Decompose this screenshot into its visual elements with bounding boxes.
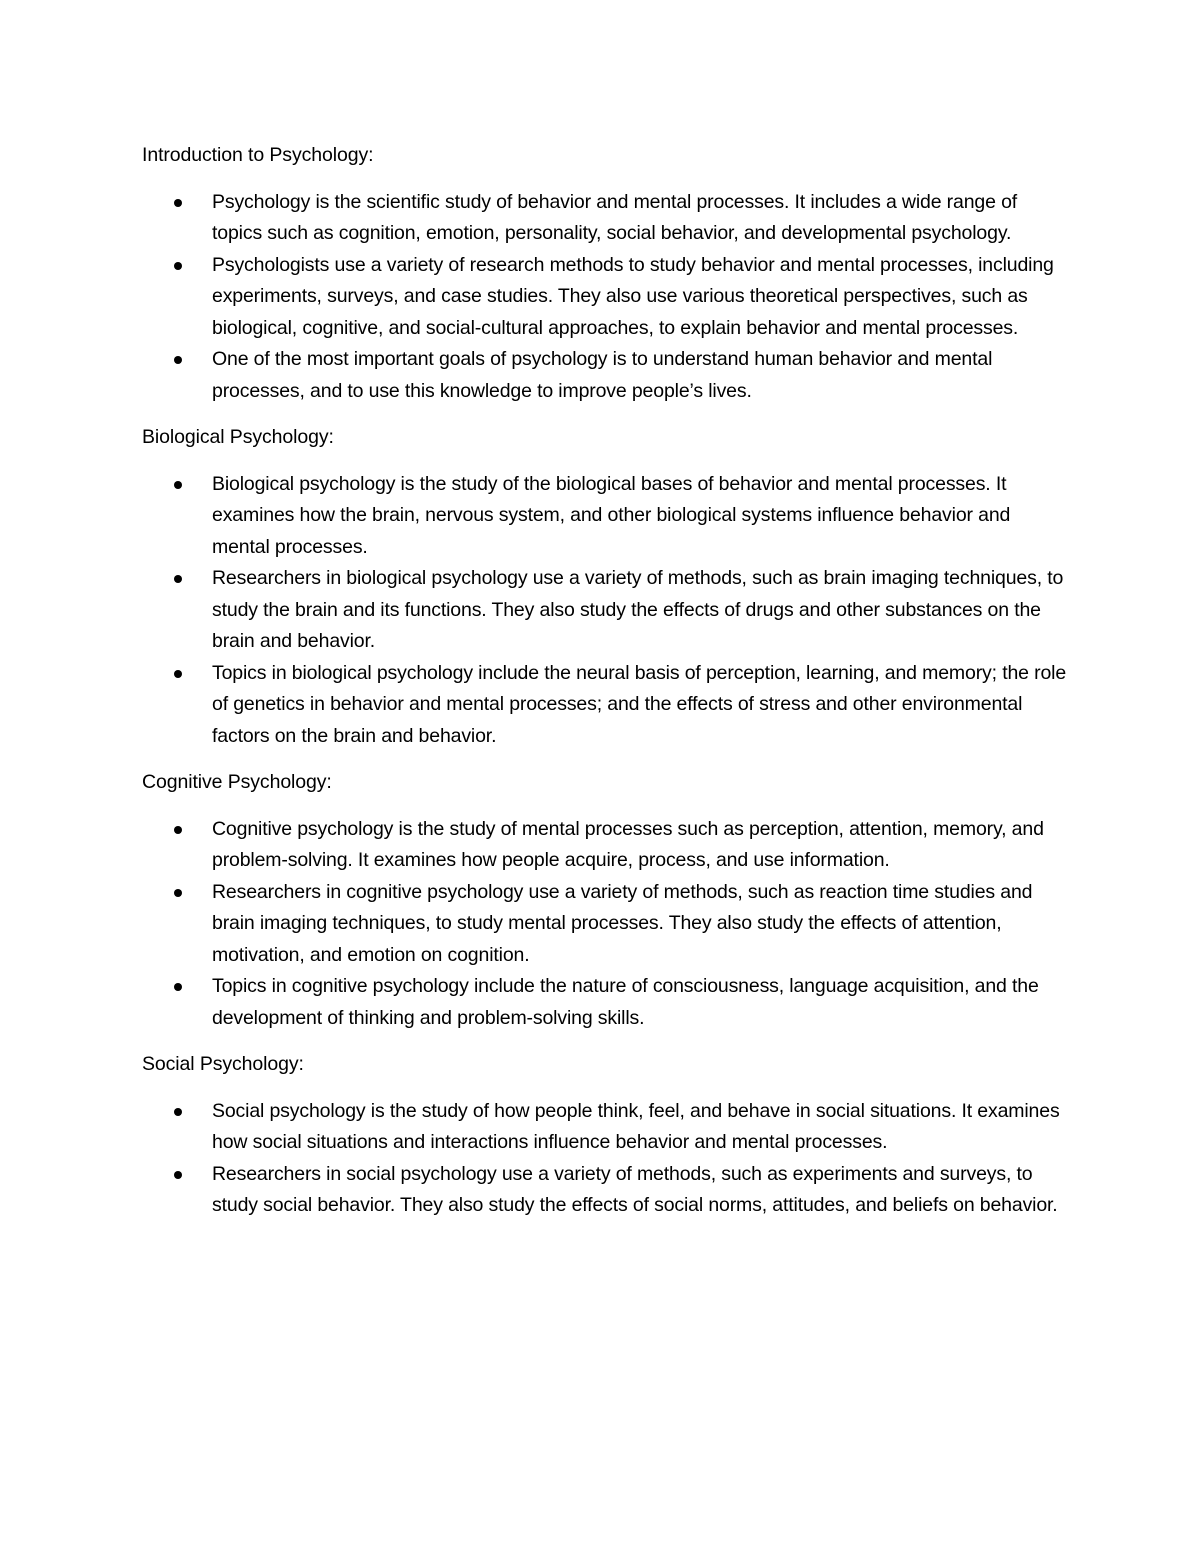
section-biological xyxy=(142,422,1072,752)
bullet-list xyxy=(142,469,1072,753)
list-item-text: Psychology is the scientific study of behavior and mental processes. It includes a wide range of topics such as cognition, emotion, personality, social behavior, and developmental psychology. xyxy=(212,190,1018,244)
list-item-text: One of the most important goals of psychology is to understand human behavior and mental processes, and to use this knowledge to improve people’s lives. xyxy=(212,348,993,402)
bullet-icon xyxy=(174,1108,182,1116)
bullet-list xyxy=(142,814,1072,1035)
list-item xyxy=(142,877,1072,972)
bullet-icon xyxy=(174,262,182,270)
list-item-text: Researchers in social psychology use a variety of methods, such as experiments and surveys, to study social behavior. They also study the effects of social norms, attitudes, and beliefs on behavior. xyxy=(212,1162,1058,1216)
list-item-text: Researchers in biological psychology use a variety of methods, such as brain imaging techniques, to study the brain and its functions. They also study the effects of drugs and other substances on the brain and behavior. xyxy=(212,567,1064,652)
list-item xyxy=(142,1159,1072,1222)
section-introduction xyxy=(142,140,1072,407)
list-item xyxy=(142,187,1072,250)
document-body xyxy=(142,140,1072,1237)
list-item xyxy=(142,469,1072,564)
list-item xyxy=(142,814,1072,877)
list-item-text: Social psychology is the study of how people think, feel, and behave in social situations. It examines how social situations and interactions influence behavior and mental processes. xyxy=(212,1099,1060,1153)
section-cognitive xyxy=(142,767,1072,1034)
section-heading: Cognitive Psychology: xyxy=(142,771,332,793)
section-heading: Biological Psychology: xyxy=(142,426,334,448)
list-item xyxy=(142,971,1072,1034)
bullet-icon xyxy=(174,826,182,834)
list-item-text: Cognitive psychology is the study of mental processes such as perception, attention, memory, and problem-solving. It examines how people acquire, process, and use information. xyxy=(212,817,1044,871)
list-item-text: Topics in biological psychology include the neural basis of perception, learning, and memory; the role of genetics in behavior and mental processes; and the effects of stress and other environmental factors on the brain and behavior. xyxy=(212,661,1067,747)
section-social xyxy=(142,1049,1072,1222)
bullet-icon xyxy=(174,356,182,364)
bullet-icon xyxy=(174,670,182,678)
section-heading: Social Psychology: xyxy=(142,1053,304,1075)
list-item-text: Topics in cognitive psychology include the nature of consciousness, language acquisition, and the development of thinking and problem-solving skills. xyxy=(212,975,1039,1029)
list-item-text: Researchers in cognitive psychology use a variety of methods, such as reaction time studies and brain imaging techniques, to study mental processes. They also study the effects of attention, motivation, and emotion on cognition. xyxy=(212,880,1033,966)
bullet-icon xyxy=(174,481,182,489)
bullet-icon xyxy=(174,575,182,583)
list-item xyxy=(142,1096,1072,1159)
bullet-list xyxy=(142,187,1072,408)
list-item xyxy=(142,344,1072,407)
list-item xyxy=(142,658,1072,753)
list-item xyxy=(142,563,1072,658)
bullet-icon xyxy=(174,1171,182,1179)
bullet-list xyxy=(142,1096,1072,1222)
bullet-icon xyxy=(174,889,182,897)
list-item-text: Psychologists use a variety of research methods to study behavior and mental processes, including experiments, surveys, and case studies. They also use various theoretical perspectives, such as biological, cognitive, and social-cultural approaches, to explain behavior and mental processes. xyxy=(212,253,1054,339)
bullet-icon xyxy=(174,983,182,991)
list-item xyxy=(142,250,1072,345)
section-heading: Introduction to Psychology: xyxy=(142,144,374,166)
bullet-icon xyxy=(174,199,182,207)
list-item-text: Biological psychology is the study of the biological bases of behavior and mental processes. It examines how the brain, nervous system, and other biological systems influence behavior and mental processes. xyxy=(212,472,1011,558)
